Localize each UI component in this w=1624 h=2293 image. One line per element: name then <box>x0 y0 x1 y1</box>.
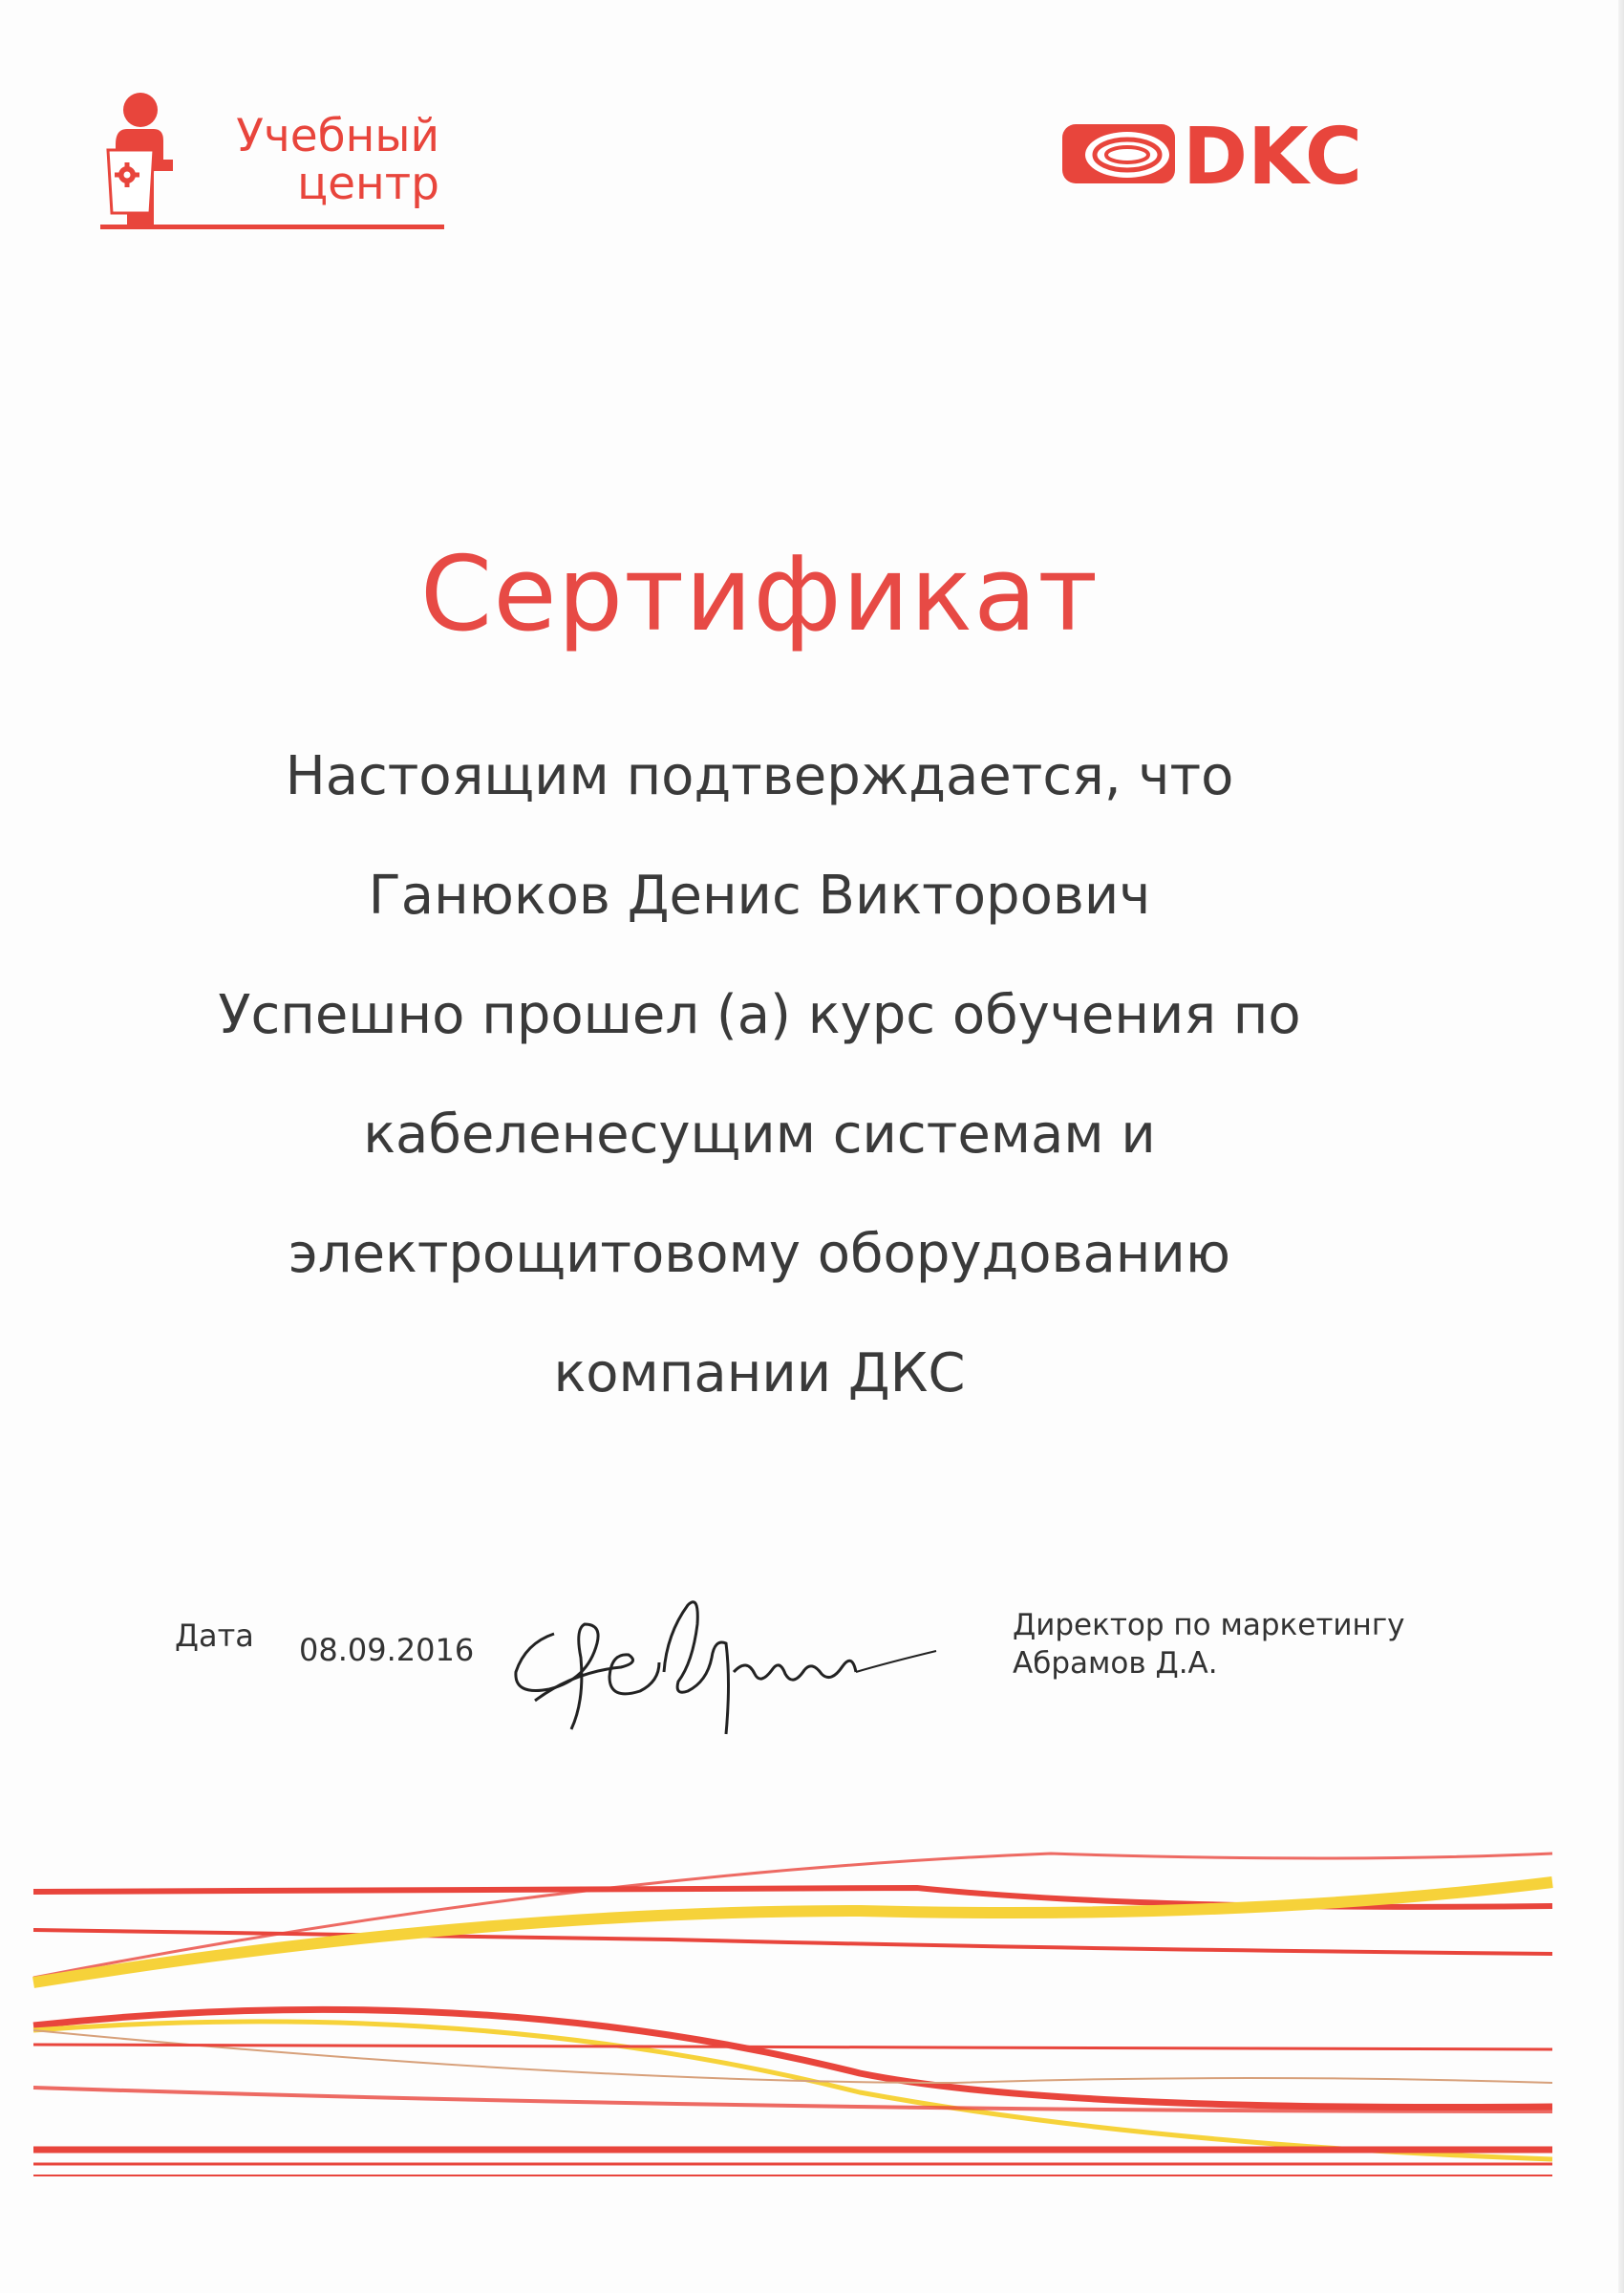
signer-name: Абрамов Д.А. <box>1013 1646 1218 1681</box>
course-line-3: электрощитовому оборудованию <box>288 1223 1230 1285</box>
signature <box>497 1567 946 1748</box>
course-line-2: кабеленесущим системам и <box>363 1104 1156 1166</box>
course-line-1: Успешно прошел (а) курс обучения по <box>218 984 1301 1046</box>
decorative-waves <box>0 1796 1624 2197</box>
logo-line-1: Учебный <box>236 110 439 162</box>
dkc-logo <box>1060 117 1462 193</box>
date-value: 08.09.2016 <box>299 1632 475 1668</box>
certificate-title: Сертификат <box>419 535 1100 654</box>
dkc-logo-text: DKC <box>1183 117 1363 193</box>
recipient-name: Ганюков Денис Викторович <box>368 865 1151 927</box>
confirmation-line: Настоящим подтверждается, что <box>285 745 1234 807</box>
signer-position: Директор по маркетингу <box>1013 1608 1405 1642</box>
date-label: Дата <box>175 1618 254 1654</box>
training-center-name <box>196 110 439 210</box>
logo-line-2: центр <box>297 158 439 210</box>
course-line-4: компании ДКС <box>553 1342 966 1404</box>
